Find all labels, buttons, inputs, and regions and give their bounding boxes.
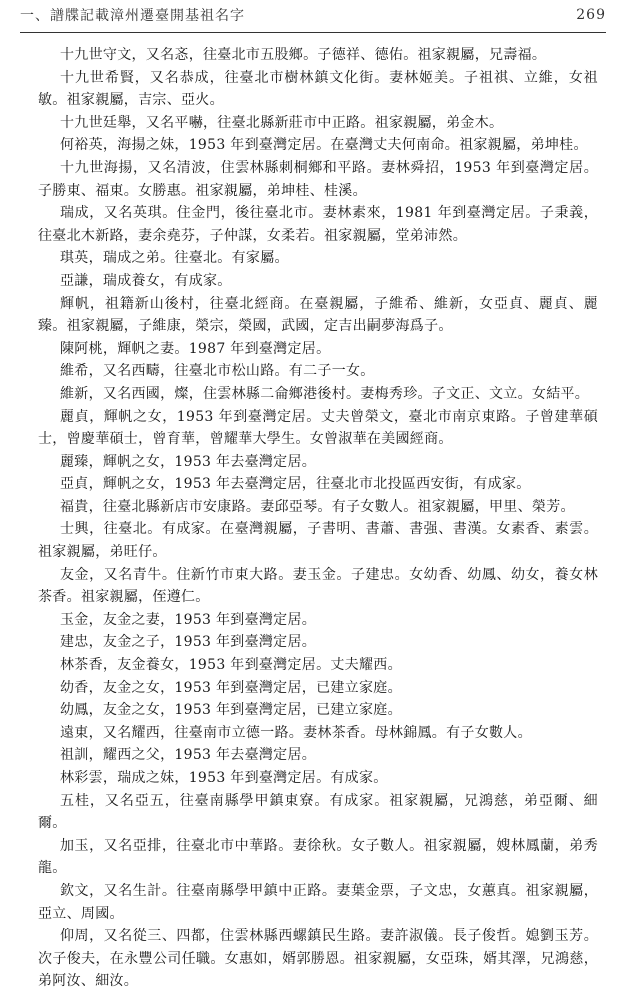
running-title: 一、譜牒記載漳州遷臺開基祖名字: [20, 8, 245, 24]
entry-paragraph: 幼鳳，友金之女，1953 年到臺灣定居，已建立家庭。: [60, 702, 402, 719]
entry-paragraph: 陳阿桃，輝帆之妻。1987 年到臺灣定居。: [60, 340, 331, 357]
header-rule: [20, 32, 606, 33]
entry-paragraph: 輝帆，祖籍新山後村，往臺北經商。在臺親屬，子維希、維新，女亞貞、麗貞、麗臻。祖家親屬，子維康，榮宗，榮國，武國，定吉出嗣夢海爲子。: [38, 295, 598, 335]
page-header: [20, 4, 606, 26]
entry-paragraph: 幼香，友金之女，1953 年到臺灣定居，已建立家庭。: [60, 679, 402, 696]
entry-paragraph: 仰周，又名從三、四都，住雲林縣西螺鎮民生路。妻許淑儀。長子俊哲。媳劉玉芳。次子俊夫，在永豐公司任職。女惠如，婿郭勝恩。祖家親屬，女亞珠，婿其澤，兄鴻慈，弟阿汝、細汝。: [38, 928, 598, 990]
entry-paragraph: 麗貞，輝帆之女，1953 年到臺灣定居。丈夫曾榮文，臺北市南京東路。子曾建華碩士，曾慶華碩士，曾育華，曾耀華大學生。女曾淑華在美國經商。: [38, 408, 598, 448]
entry-paragraph: 琪英，瑞成之弟。往臺北。有家屬。: [60, 250, 289, 267]
entry-paragraph: 玉金，友金之妻，1953 年到臺灣定居。: [60, 611, 317, 628]
entry-paragraph: 維新，又名西國，燦，住雲林縣二侖鄉港後村。妻梅秀珍。子文正、文立。女結平。: [60, 385, 590, 402]
entry-paragraph: 十九世希賢，又名恭成，往臺北市樹林鎮文化街。妻林姬美。子祖祺、立維，女祖敏。祖家親屬，吉宗、亞火。: [38, 69, 598, 109]
entry-paragraph: 十九世海揚，又名清波，住雲林縣刺桐鄉和平路。妻林舜招，1953 年到臺灣定居。子勝東、福東。女勝惠。祖家親屬，弟坤桂、桂溪。: [38, 159, 598, 199]
entry-paragraph: 瑞成，又名英琪。住金門，後往臺北市。妻林素來，1981 年到臺灣定居。子秉義，往臺北木新路，妻余堯芬，子仲謀，女柔若。祖家親屬，堂弟沛然。: [38, 205, 598, 244]
entry-paragraph: 亞謙，瑞成養女，有成家。: [60, 272, 232, 289]
page-number: 269: [576, 7, 606, 23]
entry-paragraph: 林茶香，友金養女，1953 年到臺灣定居。丈夫耀西。: [60, 657, 402, 674]
entry-paragraph: 麗臻，輝帆之女，1953 年去臺灣定居。: [60, 453, 317, 470]
entry-paragraph: 五桂，又名亞五，往臺南縣學甲鎮東寮。有成家。祖家親屬，兄鴻慈，弟亞爾、細爾。: [38, 792, 598, 832]
entry-paragraph: 亞貞，輝帆之女，1953 年去臺灣定居，往臺北市北投區西安街，有成家。: [60, 476, 531, 493]
entry-paragraph: 十九世廷舉，又名平嚇，往臺北縣新莊市中正路。祖家親屬，弟金木。: [60, 114, 504, 131]
entry-paragraph: 士興，往臺北。有成家。在臺灣親屬，子書明、書蕭、書强、書漢。女素香、素雲。祖家親屬，弟旺仔。: [38, 521, 598, 561]
entry-paragraph: 祖訓，耀西之父，1953 年去臺灣定居。: [60, 747, 317, 764]
entry-paragraph: 福貴，往臺北縣新店市安康路。妻邱亞琴。有子女數人。祖家親屬，甲里、榮芳。: [60, 498, 575, 515]
entry-paragraph: 維希，又名西疇，往臺北市松山路。有二子一女。: [60, 363, 375, 380]
entry-paragraph: 林彩雲，瑞成之妹，1953 年到臺灣定居。有成家。: [60, 770, 388, 786]
entry-paragraph: 加玉，又名亞排，往臺北市中華路。妻徐秋。女子數人。祖家親屬，嫂林鳳蘭，弟秀龍。: [38, 837, 598, 877]
entry-paragraph: 十九世守文，又名忞，往臺北市五股鄉。子德祥、德佑。祖家親屬，兄壽福。: [60, 47, 547, 63]
entry-paragraph: 何裕英，海揚之妹，1953 年到臺灣定居。在臺灣丈夫何南命。祖家親屬，弟坤桂。: [60, 137, 588, 154]
entry-paragraph: 遠東，又名耀西，往臺南市立德一路。妻林茶香。母林錦鳳。有子女數人。: [60, 724, 532, 741]
page-body: [38, 44, 598, 993]
entry-paragraph: 友金，又名青牛。住新竹市東大路。妻玉金。子建忠。女幼香、幼鳳、幼女，養女林茶香。祖家親屬，侄遵仁。: [38, 566, 598, 606]
entry-paragraph: 建忠，友金之子，1953 年到臺灣定居。: [60, 634, 317, 651]
entry-paragraph: 欽文，又名生計。往臺南縣學甲鎮中正路。妻葉金票，子文忠，女蕙真。祖家親屬，亞立、周國。: [38, 882, 598, 922]
